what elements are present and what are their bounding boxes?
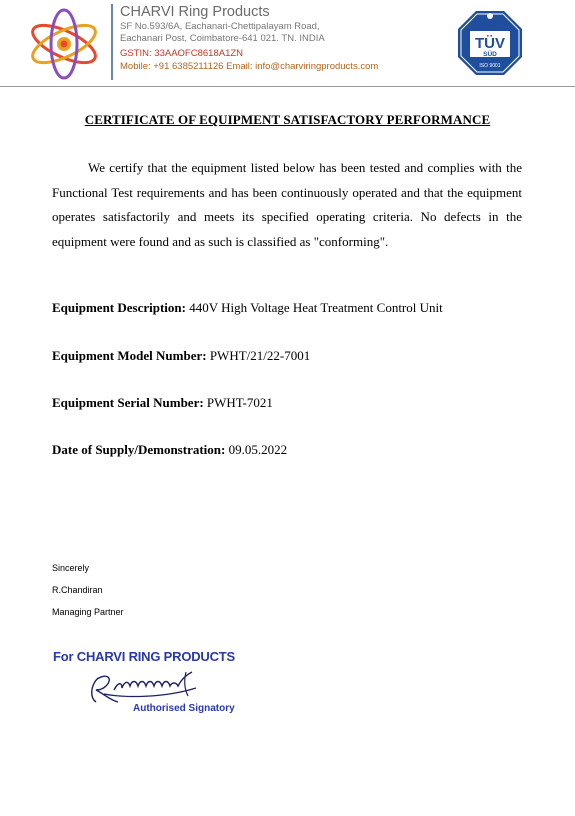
signatory-designation: Managing Partner [52, 607, 124, 617]
company-logo-icon [26, 8, 102, 80]
field-value: PWHT/21/22-7001 [209, 348, 311, 363]
field-label: Equipment Serial Number: [52, 395, 204, 410]
equipment-model-number [52, 348, 310, 364]
field-value: 09.05.2022 [228, 442, 288, 457]
contact-line: Mobile: +91 6385211126 Email: info@charviringproducts.com [120, 61, 379, 72]
signatory-name: R.Chandiran [52, 585, 103, 595]
company-info [120, 4, 378, 74]
header-rule [0, 86, 575, 87]
tuv-bottom-text: ISO 9001 [479, 63, 501, 69]
authorised-signatory: Authorised Signatory [133, 703, 235, 714]
address-line-2: Eachanari Post, Coimbatore-641 021. TN. INDIA [120, 33, 325, 44]
tuv-middle-text: SÜD [483, 51, 497, 58]
handwritten-signature [84, 664, 204, 708]
field-label: Date of Supply/Demonstration: [52, 442, 226, 457]
certification-statement: We certify that the equipment listed below has been tested and complies with the Functional Test requirements and has been continuously operated and that the equipment operates satisfactorily and meets its specified operating criteria. No defects in the equipment were found and as such is classified as "conforming". [52, 160, 522, 249]
address-line-1: SF No.593/6A, Eachanari-Chettipalayam Road, [120, 21, 320, 32]
equipment-description [52, 300, 443, 316]
letterhead [0, 0, 575, 88]
certificate-title: CERTIFICATE OF EQUIPMENT SATISFACTORY PERFORMANCE [84, 112, 491, 127]
field-value: PWHT-7021 [206, 395, 273, 410]
field-label: Equipment Model Number: [52, 348, 207, 363]
date-of-supply [52, 442, 287, 458]
header-divider [111, 4, 113, 80]
company-name: CHARVI Ring Products [120, 4, 270, 20]
company-stamp: For CHARVI RING PRODUCTS [53, 649, 236, 664]
gstin: GSTIN: 33AAOFC8618A1ZN [120, 48, 244, 59]
equipment-serial-number [52, 395, 273, 411]
field-value: 440V High Voltage Heat Treatment Control Unit [189, 300, 443, 315]
tuv-top-text: TÜV [475, 35, 505, 52]
closing: Sincerely [52, 563, 90, 573]
field-label: Equipment Description: [52, 300, 186, 315]
tuv-certification-logo-icon [456, 9, 524, 77]
